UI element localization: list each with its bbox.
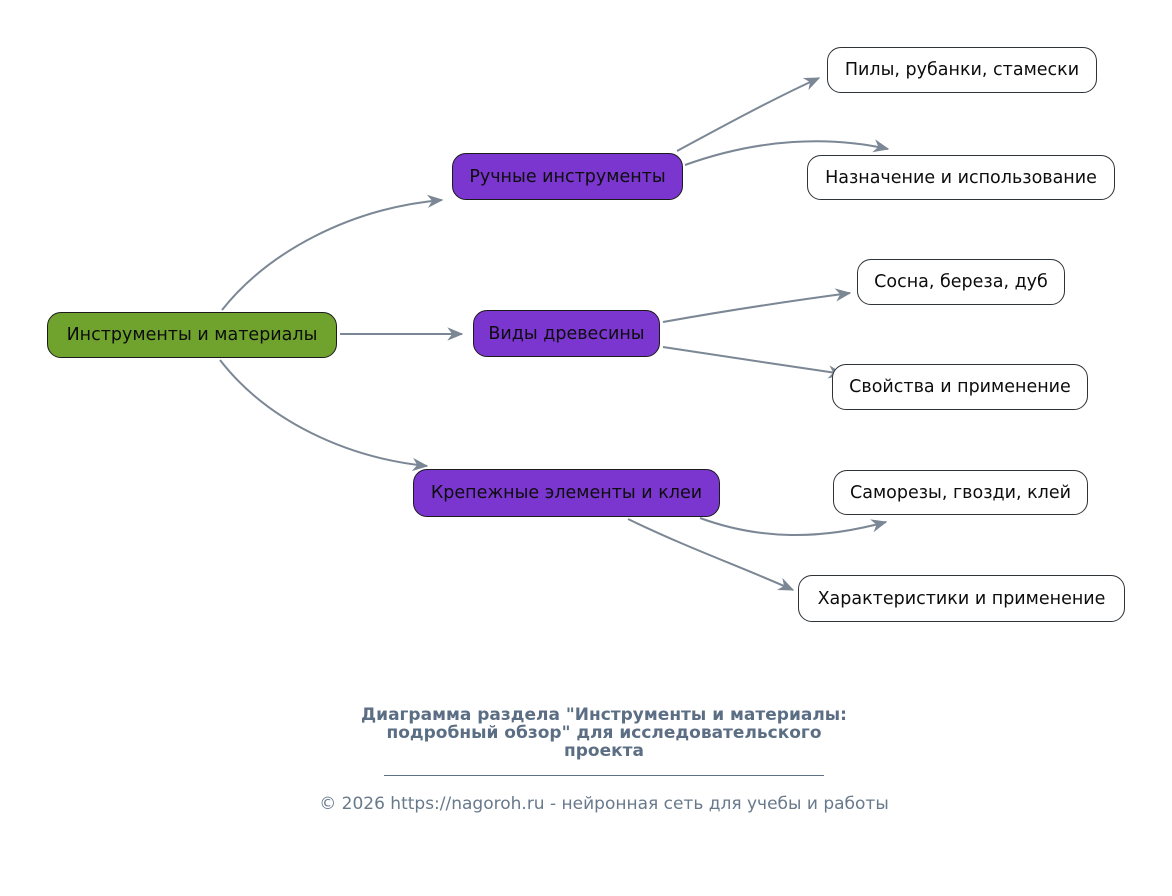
connector-root-fasteners (220, 360, 427, 466)
connector-wood-types-pine (663, 293, 850, 322)
connector-hand-tools-saws (677, 78, 819, 151)
connector-fasteners-characteristics (628, 519, 793, 590)
leaf-node-characteristics-and-application: Характеристики и применение (798, 575, 1125, 622)
connector-fasteners-screws (700, 518, 886, 535)
leaf-node-screws-nails-glue: Саморезы, гвозди, клей (833, 470, 1088, 515)
leaf-node-pine-birch-oak: Сосна, береза, дуб (857, 259, 1065, 305)
copyright-text: © 2026 https://nagoroh.ru - нейронная сеть для учебы и работы (319, 793, 889, 814)
diagram-caption-line-1: Диаграмма раздела "Инструменты и материалы: (361, 705, 847, 725)
connector-wood-types-properties (663, 347, 843, 374)
leaf-node-saws-planes-chisels: Пилы, рубанки, стамески (827, 47, 1097, 93)
leaf-node-properties-and-application: Свойства и применение (832, 364, 1088, 410)
footer (284, 706, 924, 814)
connector-root-hand-tools (222, 200, 442, 310)
root-node-tools-and-materials: Инструменты и материалы (47, 312, 337, 358)
diagram-caption-line-3: проекта (564, 741, 644, 762)
diagram-caption-line-2: подробный обзор" для исследовательского (386, 723, 822, 744)
divider-line (384, 775, 824, 776)
branch-node-hand-tools: Ручные инструменты (452, 153, 683, 200)
branch-node-wood-types: Виды древесины (473, 310, 660, 357)
leaf-node-purpose-and-usage: Назначение и использование (807, 155, 1115, 200)
diagram-caption (284, 706, 924, 761)
branch-node-fasteners-and-glue: Крепежные элементы и клеи (413, 469, 720, 517)
